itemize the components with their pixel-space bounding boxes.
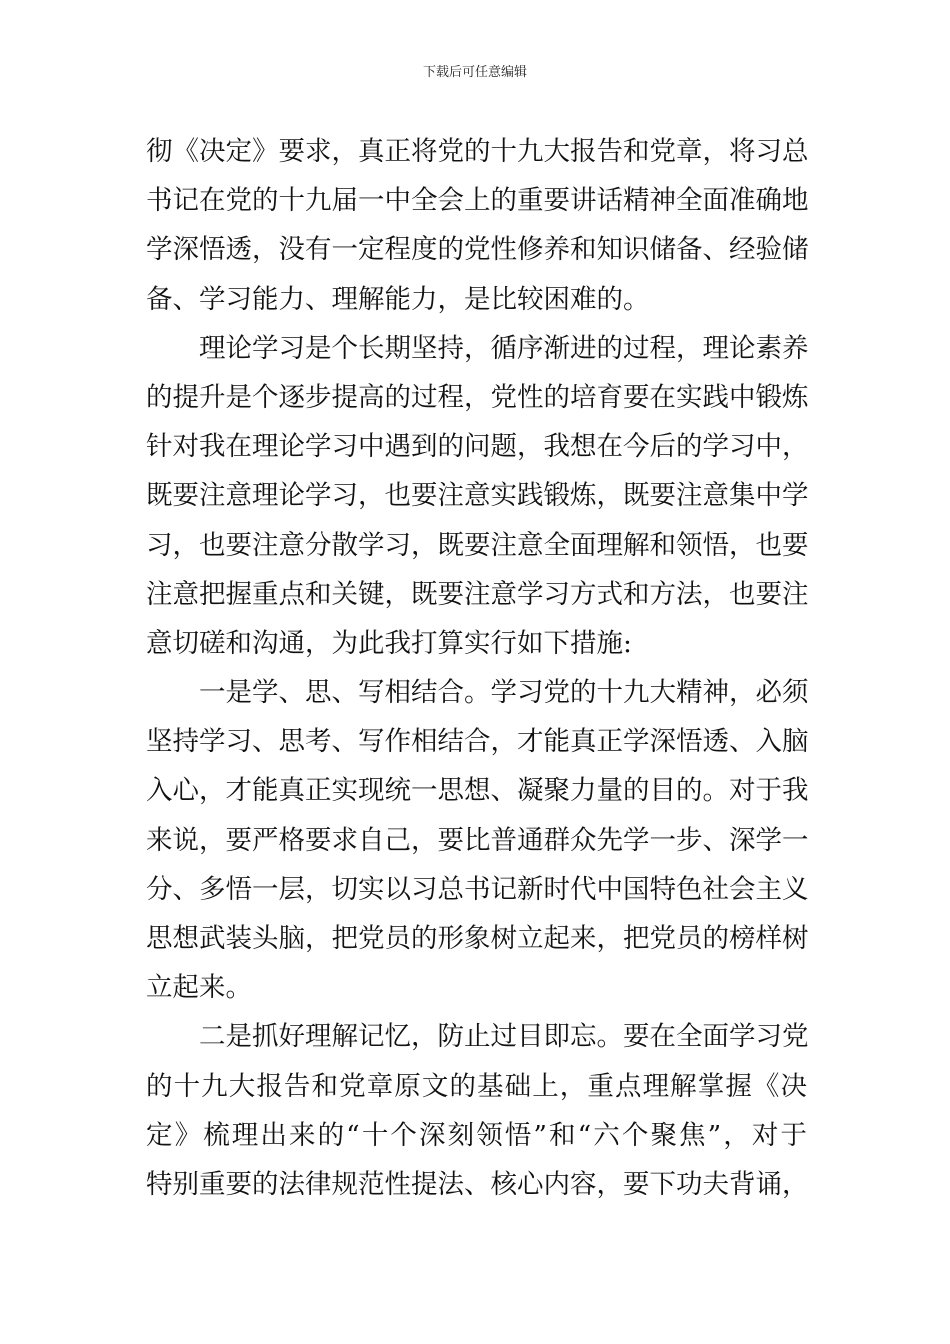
paragraph-2-line-5: 习，也要注意分散学习，既要注意全面理解和领悟，也要 <box>146 529 809 561</box>
paragraph-1-line-1: 彻《决定》要求，真正将党的十九大报告和党章，将习总 <box>146 136 809 167</box>
paragraph-4-line-3: 定》梳理出来的“十个深刻领悟”和“六个聚焦”，对于 <box>146 1119 807 1151</box>
paragraph-3-line-3: 入心，才能真正实现统一思想、凝聚力量的目的。对于我 <box>146 775 809 807</box>
paragraph-3-line-6: 思想武装头脑，把党员的形象树立起来，把党员的榜样树 <box>146 923 809 954</box>
paragraph-1-line-4: 备、学习能力、理解能力，是比较困难的。 <box>146 283 650 315</box>
paragraph-2-line-6: 注意把握重点和关键，既要注意学习方式和方法，也要注 <box>146 578 809 610</box>
paragraph-3-line-4: 来说，要严格要求自己，要比普通群众先学一步、深学一 <box>146 824 809 856</box>
paragraph-1-line-2: 书记在党的十九届一中全会上的重要讲话精神全面准确地 <box>146 185 809 217</box>
paragraph-2-line-3: 针对我在理论学习中遇到的问题，我想在今后的学习中， <box>146 431 809 463</box>
paragraph-4-line-1: 二是抓好理解记忆，防止过目即忘。要在全面学习党 <box>199 1021 809 1053</box>
paragraph-4-line-2: 的十九大报告和党章原文的基础上，重点理解掌握《决 <box>146 1070 807 1102</box>
paragraph-2-line-7: 意切磋和沟通，为此我打算实行如下措施: <box>146 627 632 659</box>
paragraph-2-line-2: 的提升是个逐步提高的过程，党性的培育要在实践中锻炼 <box>146 381 809 413</box>
paragraph-2-line-1: 理论学习是个长期坚持，循序渐进的过程，理论素养 <box>199 332 809 364</box>
paragraph-3-line-5: 分、多悟一层，切实以习总书记新时代中国特色社会主义 <box>146 873 809 905</box>
download-note: 下载后可任意编辑 <box>422 65 527 80</box>
paragraph-2-line-4: 既要注意理论学习，也要注意实践锻炼，既要注意集中学 <box>146 480 809 512</box>
document-body <box>146 127 807 1209</box>
paragraph-1-line-3: 学深悟透，没有一定程度的党性修养和知识储备、经验储 <box>146 234 809 266</box>
paragraph-4-line-4: 特别重要的法律规范性提法、核心内容，要下功夫背诵， <box>146 1168 809 1200</box>
paragraph-3-line-7: 立起来。 <box>146 972 252 1004</box>
paragraph-3-line-1: 一是学、思、写相结合。学习党的十九大精神，必须 <box>199 677 809 709</box>
paragraph-3-line-2: 坚持学习、思考、写作相结合，才能真正学深悟透、入脑 <box>146 726 809 758</box>
